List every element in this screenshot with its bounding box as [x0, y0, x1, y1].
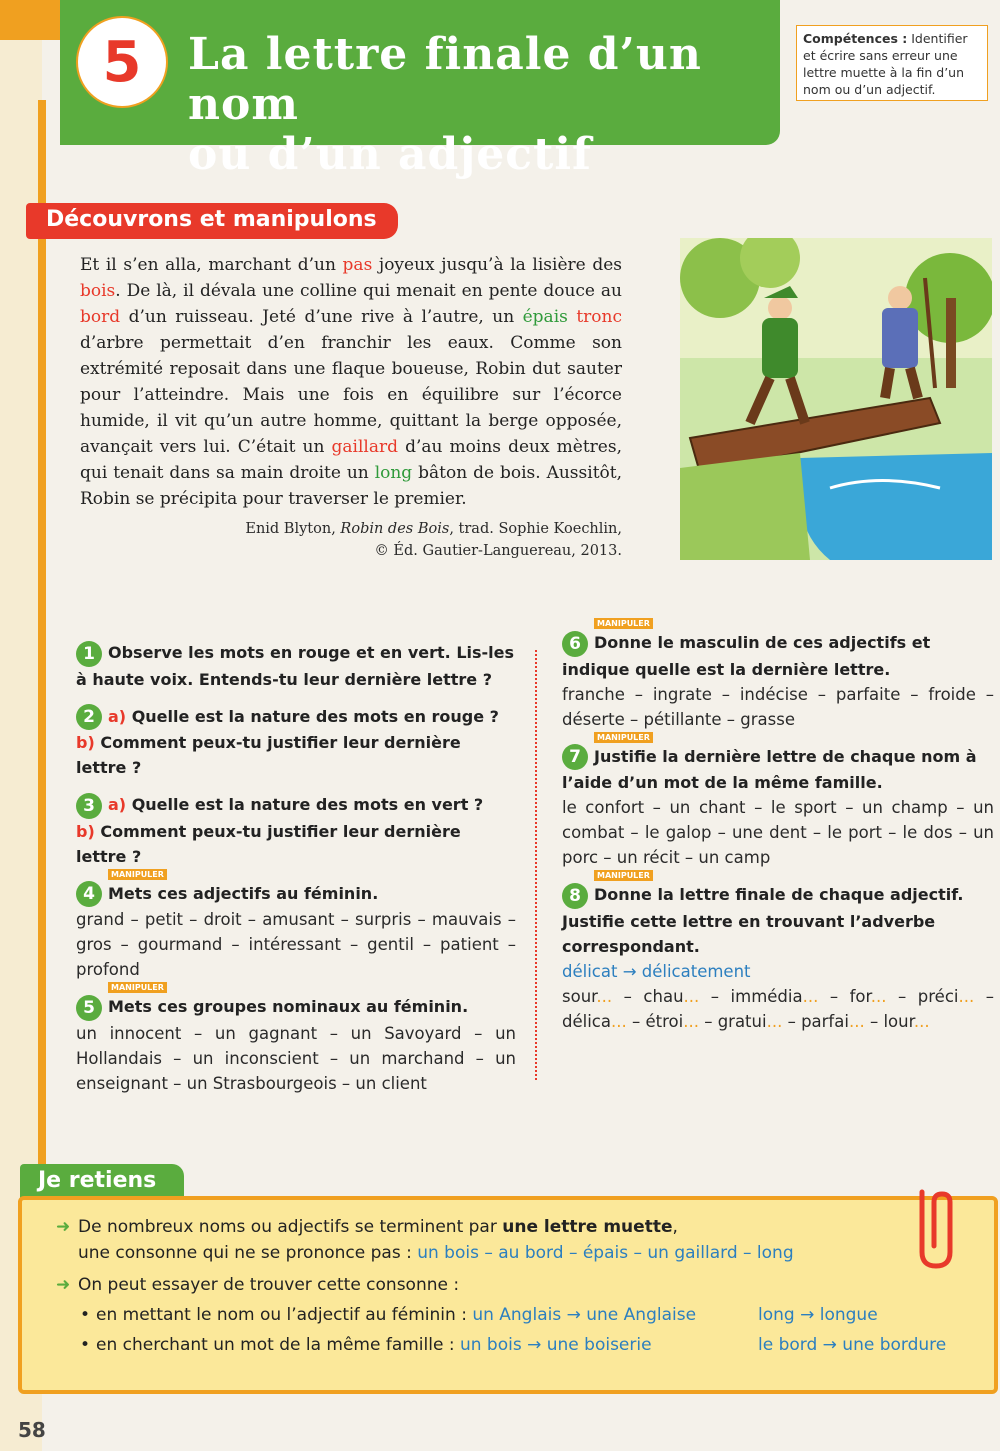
exercise-body: grand – petit – droit – amusant – surpris – mauvais – gros – gourmand – intéressant – gentil – patient – profond [76, 910, 516, 979]
source-line-2: © Éd. Gautier-Languereau, 2013. [374, 543, 622, 559]
title-line-1: La lettre finale d’un nom [188, 29, 702, 130]
exercise-body [562, 984, 994, 1034]
manipuler-badge: MANIPULER [594, 732, 653, 743]
adjective-stem: – lour [864, 1011, 914, 1031]
passage-text: joyeux jusqu’à la lisière des [372, 255, 622, 275]
exercise-question: Mets ces groupes nominaux au féminin. [108, 997, 469, 1016]
adjective-stem: – délica [562, 986, 995, 1031]
exercise-body: franche – ingrate – indécise – parfaite – froide – déserte – pétillante – grasse [562, 684, 994, 729]
exercise-8 [562, 871, 995, 1034]
page-title [188, 30, 828, 180]
blank-dots: ... [683, 1011, 699, 1031]
exercise-number: 8 [562, 883, 588, 909]
exercise-question-a: Quelle est la nature des mots en rouge ? [131, 706, 499, 726]
blank-dots: ... [683, 986, 700, 1006]
retiens-bullet-2: • en cherchant un mot de la même famille : un bois → une boiserie le bord → une bordure [78, 1332, 978, 1358]
exercise-question: Justifie la dernière lettre de chaque nom à l’aide d’un mot de la même famille. [562, 746, 977, 792]
source-line-1: Enid Blyton, Robin des Bois, trad. Sophie Koechlin, [245, 521, 622, 537]
competences-label: Compétences : [803, 31, 908, 46]
adjective-stem: sour [562, 986, 597, 1006]
blank-dots: ... [913, 1011, 930, 1031]
adjective-stem: – étroi [626, 1011, 684, 1031]
highlighted-word: épais [522, 307, 568, 327]
passage-text: Et il s’en alla, marchant d’un [80, 255, 343, 275]
highlighted-word: pas [342, 255, 373, 275]
passage-text: bâton de bois. Aussitôt, Robin se précipita pour traverser le premier. [80, 463, 622, 509]
highlighted-word: long [374, 463, 413, 483]
manipuler-badge: MANIPULER [594, 618, 653, 629]
exercises-right-column [562, 619, 995, 1046]
adjective-stem: – chau [612, 986, 684, 1006]
column-divider [535, 650, 537, 1080]
manipuler-badge: MANIPULER [108, 869, 167, 880]
reading-source [200, 518, 622, 562]
adjective-stem: – gratui [698, 1011, 767, 1031]
section-heading-discover: Découvrons et manipulons [26, 203, 398, 239]
passage-text: . De là, il dévala une colline qui menait en pente douce au [115, 281, 622, 301]
manipuler-badge: MANIPULER [108, 982, 167, 993]
adjective-stem: – préci [886, 986, 959, 1006]
manipuler-badge: MANIPULER [594, 870, 653, 881]
exercise-3: 3 a) Quelle est la nature des mots en vert ? b) Comment peux-tu justifier leur dernière lettre ? [76, 792, 516, 869]
adjective-stem: – for [818, 986, 871, 1006]
exercise-number: 6 [562, 631, 588, 657]
exercise-5 [76, 983, 516, 1096]
retiens-box [18, 1196, 998, 1394]
highlighted-word: tronc [576, 307, 622, 327]
exercise-question: Donne le masculin de ces adjectifs et indique quelle est la dernière lettre. [562, 633, 931, 679]
adjective-stem: – parfai [782, 1011, 849, 1031]
exercise-number: 7 [562, 744, 588, 770]
exercise-question: Observe les mots en rouge et en vert. Lis-les à haute voix. Entends-tu leur dernière lettre ? [76, 643, 515, 689]
paperclip-icon [908, 1186, 964, 1272]
page-number: 58 [18, 1418, 46, 1442]
exercise-body: un innocent – un gagnant – un Savoyard – un Hollandais – un inconscient – un marchand – un enseignant – un Strasbourgeois – un client [76, 1023, 516, 1093]
exercise-number: 4 [76, 881, 102, 907]
retiens-rule-1: ➜ De nombreux noms ou adjectifs se terminent par une lettre muette, une consonne qui ne se prononce pas : un bois – au bord – épais – un gaillard – long [78, 1214, 978, 1266]
exercise-1 [76, 640, 516, 692]
retiens-bullet-1: • en mettant le nom ou l’adjectif au féminin : un Anglais → une Anglaise long → longue [78, 1302, 978, 1328]
blank-dots: ... [596, 986, 613, 1006]
blank-dots: ... [802, 986, 819, 1006]
arrow-icon: ➜ [56, 1275, 71, 1295]
exercise-number: 1 [76, 641, 102, 667]
reading-passage [80, 252, 622, 512]
exercise-7 [562, 732, 994, 871]
blank-dots: ... [848, 1011, 865, 1031]
blank-dots: ... [958, 986, 975, 1006]
adjective-stem: – immédia [699, 986, 803, 1006]
retiens-rule-2: ➜ On peut essayer de trouver cette consonne : • en mettant le nom ou l’adjectif au féminin : un Anglais → une Anglaise long → longue • en cherchant un mot de la même famille : un bois → une boiserie le bord → une bordure [78, 1272, 978, 1358]
exercise-number: 2 [76, 704, 102, 730]
exercise-6 [562, 619, 994, 732]
blank-dots: ... [870, 986, 887, 1006]
robin-hood-illustration [680, 238, 992, 560]
exercise-question-b: Comment peux-tu justifier leur dernière lettre ? [76, 821, 461, 866]
arrow-icon: ➜ [56, 1217, 71, 1237]
exercise-body: le confort – un chant – le sport – un champ – un combat – le galop – une dent – le port – le dos – un porc – un récit – un camp [562, 798, 994, 867]
exercise-number: 3 [76, 793, 102, 819]
exercise-question: Donne la lettre finale de chaque adjectif. Justifie cette lettre en trouvant l’adverbe correspondant. [562, 885, 964, 956]
section-heading-retiens: Je retiens [20, 1164, 184, 1200]
passage-text: d’un ruisseau. Jeté d’une rive à l’autre, un [120, 307, 523, 327]
highlighted-word: bois [80, 281, 116, 301]
exercise-2: 2 a) Quelle est la nature des mots en rouge ? b) Comment peux-tu justifier leur dernière lettre ? [76, 704, 516, 781]
exercise-question-b: Comment peux-tu justifier leur dernière lettre ? [76, 733, 461, 777]
exercise-question-a: Quelle est la nature des mots en vert ? [131, 795, 484, 814]
chapter-number: 5 [78, 18, 166, 106]
passage-text: d’au moins deux mètres, qui tenait dans sa main droite un [80, 437, 622, 483]
left-orange-rule [38, 100, 46, 1210]
highlighted-word: bord [80, 307, 121, 327]
competences-box [796, 25, 988, 101]
passage-text: d’arbre permettait d’en franchir les eaux. Comme son extrémité reposait dans une flaque boueuse, Robin dut sauter pour l’atteindre. Mais une fois en équilibre sur l’écorce humide, il vit qu’un autre homme, quittant la berge opposée, avançait vers lui. C’était un [80, 333, 622, 457]
title-banner [60, 0, 780, 180]
exercise-number: 5 [76, 995, 102, 1021]
blank-dots: ... [610, 1011, 627, 1031]
exercise-example: délicat → délicatement [562, 961, 751, 981]
blank-dots: ... [766, 1011, 783, 1031]
exercises-left-column [76, 640, 516, 1108]
competences-text: Identifier et écrire sans erreur une lettre muette à la fin d’un nom ou d’un adjectif. [803, 31, 968, 97]
title-line-2: ou d’un adjectif [188, 129, 592, 180]
exercise-question: Mets ces adjectifs au féminin. [108, 883, 379, 903]
exercise-4 [76, 869, 516, 983]
highlighted-word: gaillard [331, 437, 399, 457]
